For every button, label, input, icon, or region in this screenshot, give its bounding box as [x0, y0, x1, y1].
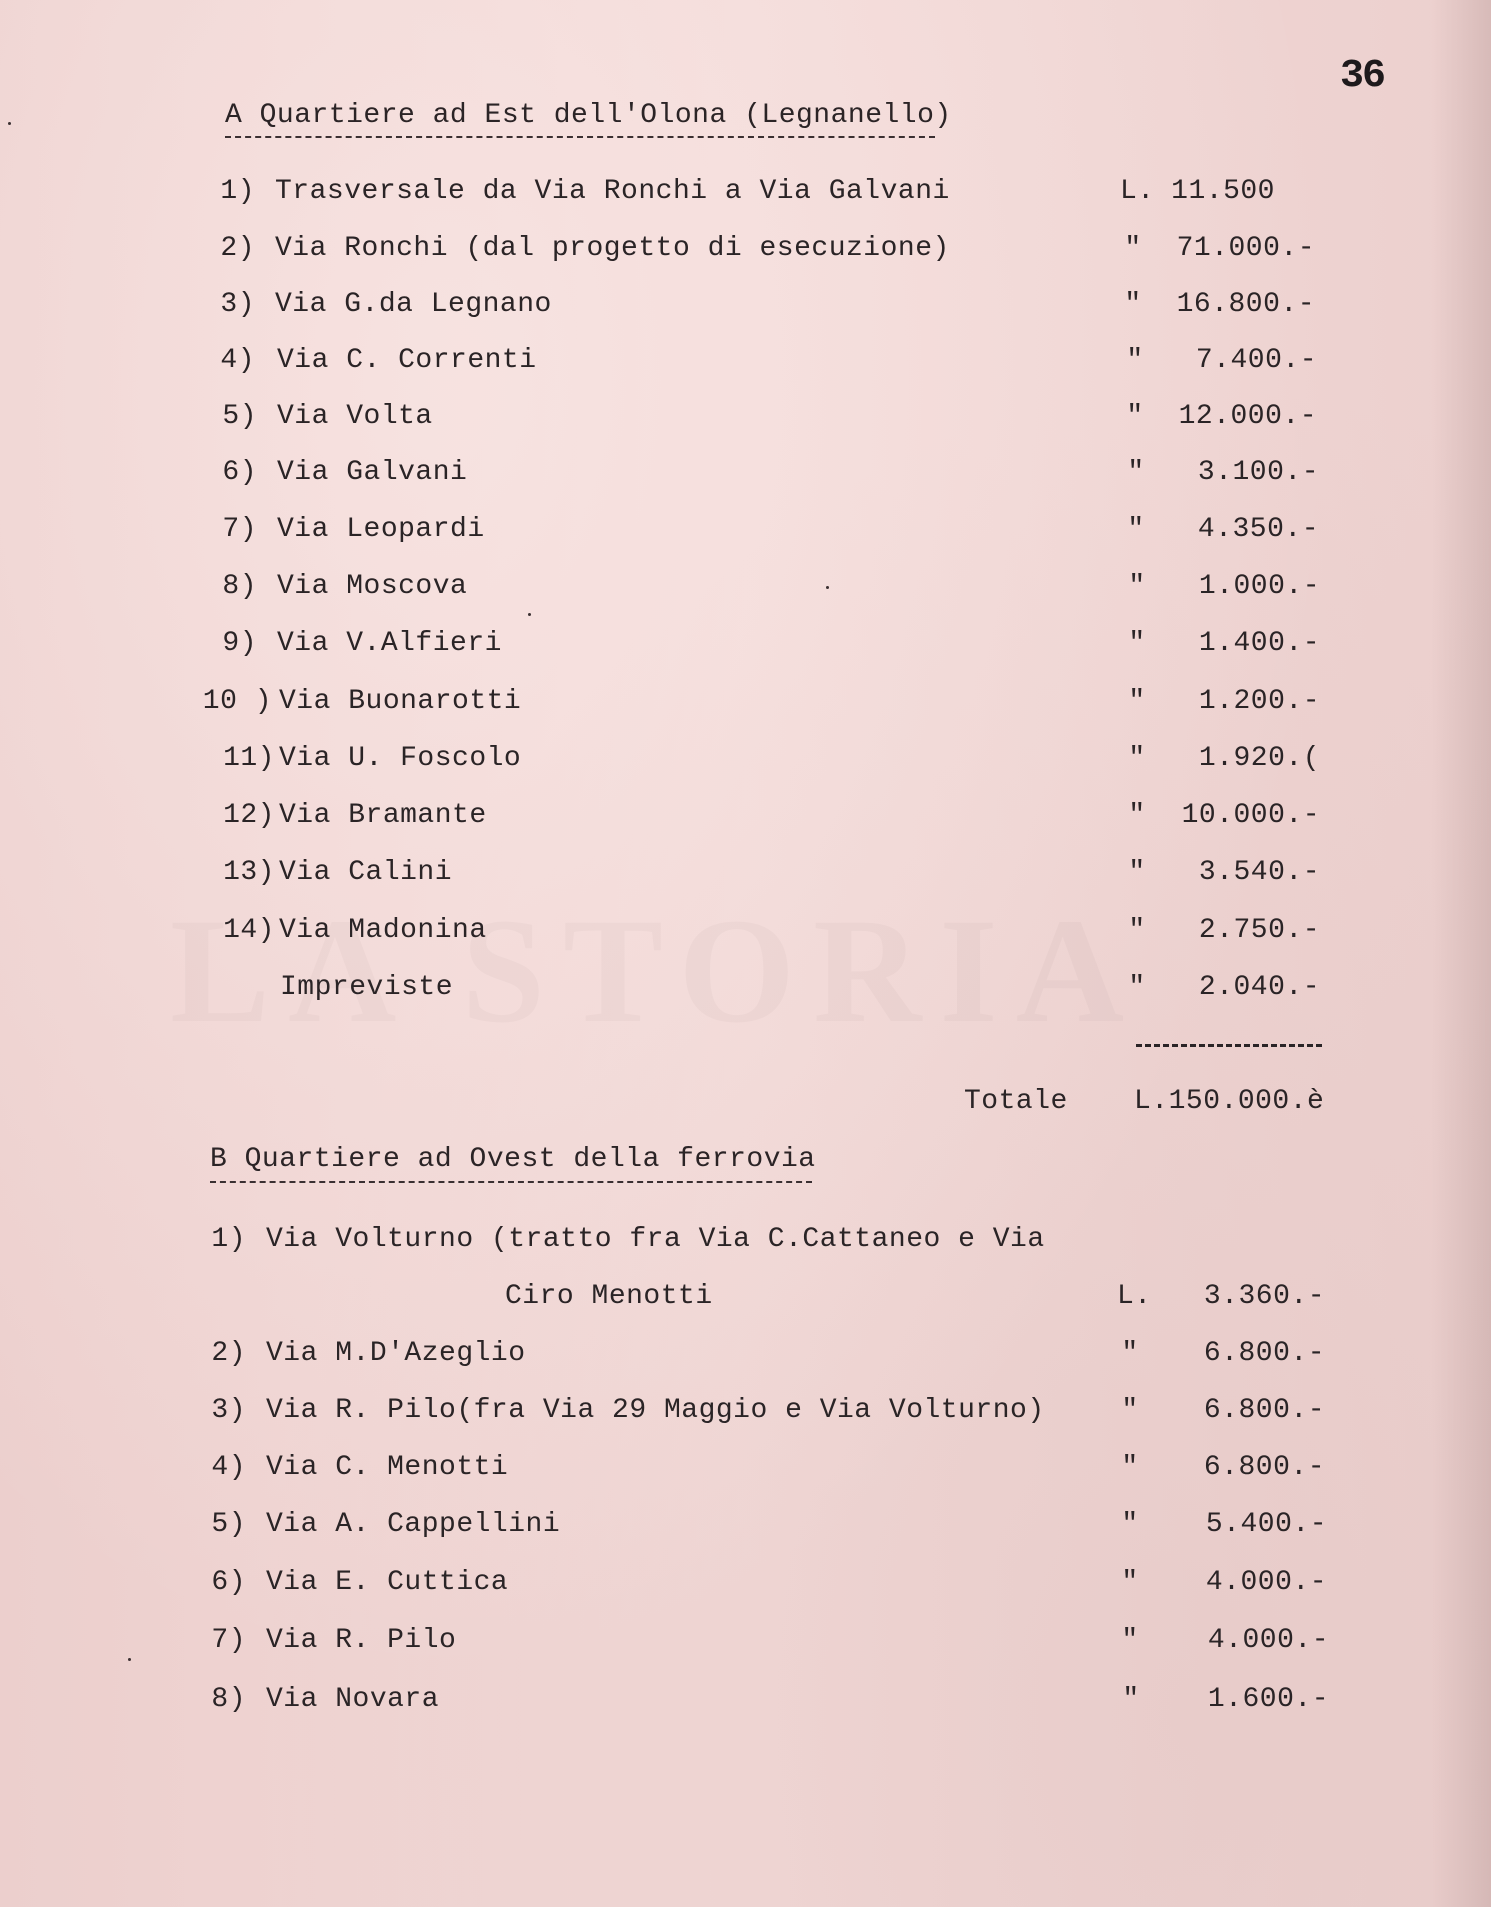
item-description: Trasversale da Via Ronchi a Via Galvani: [275, 176, 950, 207]
item-number: 2): [220, 233, 255, 264]
item-number: 7): [222, 514, 257, 545]
ditto-mark: ": [1128, 800, 1146, 831]
ditto-mark: ": [1128, 743, 1146, 774]
item-description: Via Volta: [277, 401, 433, 432]
ditto-mark: ": [1121, 1338, 1139, 1369]
item-amount: 1.400.-: [1198, 628, 1320, 659]
item-amount: 16.800.-: [1176, 289, 1315, 320]
item-description: Via M.D'Azeglio: [266, 1338, 526, 1369]
page-number: 36: [1340, 54, 1385, 99]
item-number: 11): [223, 743, 275, 774]
item-number: 6): [211, 1567, 246, 1598]
item-description: Via U. Foscolo: [279, 743, 522, 774]
item-amount: 12.000.-: [1178, 401, 1317, 432]
item-number: 5): [211, 1509, 246, 1540]
item-number: 4): [220, 345, 255, 376]
item-amount: 4.350.-: [1197, 514, 1319, 545]
item-amount: 1.920.(: [1198, 743, 1320, 774]
paper-speck: [8, 122, 11, 125]
ditto-mark: ": [1128, 628, 1146, 659]
ditto-mark: ": [1121, 1452, 1139, 1483]
item-amount: 6.800.-: [1203, 1452, 1325, 1483]
item-number: 7): [211, 1625, 246, 1656]
item-description: Via Leopardi: [277, 514, 485, 545]
item-number: 3): [211, 1395, 246, 1426]
item-description-continued: Ciro Menotti: [505, 1281, 713, 1312]
ditto-mark: ": [1127, 514, 1145, 545]
item-description: Via R. Pilo: [266, 1625, 457, 1656]
section-b-title: B Quartiere ad Ovest della ferrovia: [210, 1144, 816, 1175]
item-amount: 5.400.-: [1205, 1509, 1327, 1540]
ditto-mark: ": [1122, 1684, 1140, 1715]
paper-speck: [128, 1658, 131, 1661]
item-amount: 71.000.-: [1176, 233, 1315, 264]
item-amount: 1.000.-: [1198, 571, 1320, 602]
item-amount: 3.100.-: [1197, 457, 1319, 488]
item-description: Impreviste: [280, 972, 454, 1003]
item-number: 12): [223, 800, 275, 831]
item-description: Via Buonarotti: [279, 686, 522, 717]
ditto-mark: ": [1128, 915, 1146, 946]
item-amount: 6.800.-: [1203, 1395, 1325, 1426]
item-description: Via Novara: [266, 1684, 440, 1715]
item-amount: 4.000.-: [1205, 1567, 1327, 1598]
item-number: 13): [223, 857, 275, 888]
item-amount: 10.000.-: [1181, 800, 1320, 831]
item-description: Via Moscova: [277, 571, 468, 602]
item-number: 10 ): [202, 686, 272, 717]
item-number: 1): [220, 176, 255, 207]
item-description: Via Madonina: [279, 915, 487, 946]
item-description: Via C. Menotti: [266, 1452, 509, 1483]
item-description: Via Bramante: [279, 800, 487, 831]
item-description: Via V.Alfieri: [277, 628, 502, 659]
item-description: Via E. Cuttica: [266, 1567, 509, 1598]
ditto-mark: ": [1126, 345, 1144, 376]
ditto-mark: ": [1124, 289, 1142, 320]
item-number: 8): [222, 571, 257, 602]
item-amount: 7.400.-: [1195, 345, 1317, 376]
item-amount: 4.000.-: [1207, 1625, 1329, 1656]
item-description: Via Volturno (tratto fra Via C.Cattaneo e Via: [266, 1224, 1045, 1255]
page-edge-shadow: [1431, 0, 1491, 1907]
item-description: Via C. Correnti: [277, 345, 537, 376]
item-number: 8): [211, 1684, 246, 1715]
item-number: 14): [223, 915, 275, 946]
section-b-underline: [210, 1181, 812, 1183]
item-description: Via G.da Legnano: [275, 289, 552, 320]
ditto-mark: ": [1121, 1509, 1139, 1540]
ditto-mark: ": [1128, 686, 1146, 717]
item-number: 3): [220, 289, 255, 320]
item-description: Via Ronchi (dal progetto di esecuzione): [275, 233, 950, 264]
ditto-mark: ": [1121, 1625, 1139, 1656]
item-amount: 3.540.-: [1198, 857, 1320, 888]
item-number: 9): [222, 628, 257, 659]
ditto-mark: ": [1126, 401, 1144, 432]
item-number: 1): [211, 1224, 246, 1255]
ditto-mark: ": [1127, 457, 1145, 488]
item-amount: 3.360.-: [1203, 1281, 1325, 1312]
item-number: 6): [222, 457, 257, 488]
paper-speck: [826, 586, 829, 589]
item-currency-mark: L.: [1117, 1281, 1152, 1312]
item-description: Via Calini: [279, 857, 453, 888]
item-amount: 11.500: [1171, 176, 1275, 207]
ditto-mark: ": [1124, 233, 1142, 264]
ditto-mark: ": [1121, 1395, 1139, 1426]
item-description: Via Galvani: [277, 457, 468, 488]
item-amount: 2.040.-: [1198, 972, 1320, 1003]
section-a-title: A Quartiere ad Est dell'Olona (Legnanello): [225, 100, 952, 131]
item-currency-mark: L.: [1120, 176, 1155, 207]
item-amount: 1.200.-: [1198, 686, 1320, 717]
total-value: L.150.000.è: [1134, 1086, 1325, 1117]
item-description: Via R. Pilo(fra Via 29 Maggio e Via Volturno): [266, 1395, 1045, 1426]
ditto-mark: ": [1128, 972, 1146, 1003]
item-amount: 2.750.-: [1198, 915, 1320, 946]
item-number: 5): [222, 401, 257, 432]
item-number: 2): [211, 1338, 246, 1369]
paper-speck: [528, 613, 531, 616]
section-a-underline: [225, 136, 935, 138]
item-amount: 6.800.-: [1203, 1338, 1325, 1369]
sum-rule: [1136, 1044, 1322, 1047]
ditto-mark: ": [1128, 571, 1146, 602]
item-number: 4): [211, 1452, 246, 1483]
ditto-mark: ": [1128, 857, 1146, 888]
total-label: Totale: [964, 1086, 1068, 1117]
ditto-mark: ": [1121, 1567, 1139, 1598]
item-amount: 1.600.-: [1207, 1684, 1329, 1715]
item-description: Via A. Cappellini: [266, 1509, 561, 1540]
